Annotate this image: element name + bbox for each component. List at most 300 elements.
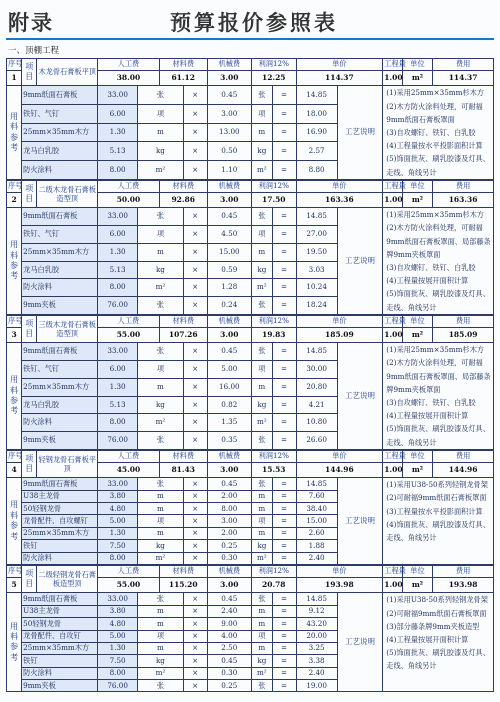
material-price: 4.80	[98, 503, 138, 515]
material-price: 5.13	[98, 396, 138, 414]
material-unit: 张	[138, 680, 184, 692]
cost-value: 144.96	[433, 463, 494, 478]
material-name: U38主龙骨	[22, 490, 98, 502]
item-label: 项目	[22, 315, 37, 342]
qty-value: 1.00	[383, 578, 403, 593]
cost-label: 费用	[433, 180, 494, 192]
material-total: 14.85	[296, 208, 337, 226]
material-price: 7.50	[98, 655, 138, 667]
labor-label: 人工费	[98, 59, 160, 71]
material-unit: 张	[138, 86, 184, 105]
section-title: 一、顶棚工程	[8, 46, 60, 56]
material-total: 3.38	[296, 655, 337, 667]
appendix-label: 附录	[8, 11, 54, 35]
material-total: 18.00	[296, 105, 337, 124]
unit-price-label: 单价	[296, 59, 383, 71]
material-price: 8.00	[98, 552, 138, 564]
material-qty-unit: 项	[252, 360, 273, 378]
material-qty-unit: 张	[252, 478, 273, 490]
craft-line: (1)采用25mm×35mm杉木方	[386, 345, 484, 355]
material-name: 50轻钢龙骨	[22, 503, 98, 515]
material-qty: 2.40	[207, 605, 251, 617]
material-value: 115.20	[159, 578, 207, 593]
unit-price-value: 193.98	[296, 578, 383, 593]
material-op: ×	[183, 630, 207, 642]
material-qty: 3.00	[207, 105, 251, 124]
material-eq: =	[272, 630, 296, 642]
material-op: ×	[183, 279, 207, 297]
qty-value: 1.00	[383, 463, 403, 478]
material-total: 14.85	[296, 593, 337, 605]
item-no: 4	[7, 463, 22, 478]
qty-label: 工程量	[383, 565, 403, 577]
labor-value: 45.00	[98, 463, 160, 478]
material-label: 材料费	[159, 59, 207, 71]
no-label: 序号	[7, 180, 22, 192]
craft-label: 工艺说明	[337, 86, 383, 179]
labor-value: 50.00	[98, 193, 160, 208]
material-qty-unit: kg	[252, 540, 273, 552]
material-name: 铁钉、气钉	[22, 360, 98, 378]
material-name: 防火涂料	[22, 667, 98, 679]
unit-value: m²	[402, 71, 432, 86]
material-qty: 0.35	[207, 432, 251, 450]
material-qty-unit: kg	[252, 261, 273, 279]
profit-value: 12.25	[252, 71, 296, 86]
material-name: 25mm×35mm木方	[22, 243, 98, 261]
material-total: 10.24	[296, 279, 337, 297]
material-op: ×	[183, 618, 207, 630]
material-qty-unit: m	[252, 605, 273, 617]
material-name: 9mm夹板	[22, 432, 98, 450]
price-tables	[0, 58, 500, 692]
material-op: ×	[183, 655, 207, 667]
labor-value: 55.00	[98, 328, 160, 343]
craft-description	[383, 478, 494, 565]
material-eq: =	[272, 261, 296, 279]
craft-line: (3)自攻螺钉、铁钉、白乳胶	[386, 398, 476, 408]
material-total: 4.21	[296, 396, 337, 414]
material-eq: =	[272, 515, 296, 527]
cost-value: 163.36	[433, 193, 494, 208]
material-eq: =	[272, 105, 296, 124]
material-label: 材料费	[159, 315, 207, 327]
labor-label: 人工费	[98, 315, 160, 327]
machine-label: 机械费	[207, 180, 251, 192]
material-op: ×	[183, 105, 207, 124]
labor-value: 55.00	[98, 578, 160, 593]
material-unit: 项	[138, 225, 184, 243]
profit-label: 利润12%	[252, 180, 296, 192]
material-qty: 0.59	[207, 261, 251, 279]
material-unit: 张	[138, 478, 184, 490]
material-name: 铁钉、气钉	[22, 225, 98, 243]
labor-label: 人工费	[98, 180, 160, 192]
material-unit: kg	[138, 261, 184, 279]
craft-line: (4)工程量按展开面积计算	[386, 411, 469, 421]
material-unit: m	[138, 490, 184, 502]
materials-ref-label: 用料参考	[7, 208, 22, 315]
material-name: 25mm×35mm木方	[22, 527, 98, 539]
craft-description	[383, 86, 494, 179]
machine-label: 机械费	[207, 315, 251, 327]
qty-label: 工程量	[383, 180, 403, 192]
craft-line: (3)自攻螺钉、铁钉、白乳胶	[386, 128, 476, 137]
item-label: 项目	[22, 565, 37, 592]
machine-value: 3.00	[207, 193, 251, 208]
craft-line: (2)木方防火涂料处理，可耐福9mm纸面石膏板罩面	[386, 101, 483, 124]
item-no: 5	[7, 578, 22, 593]
material-eq: =	[272, 655, 296, 667]
material-name: 9mm纸面石膏板	[22, 208, 98, 226]
materials-ref-label: 用料参考	[7, 593, 22, 692]
price-table	[6, 180, 494, 315]
craft-line: (4)工程量按水平投影面积计算	[386, 141, 483, 151]
material-total: 8.80	[296, 161, 337, 180]
material-qty: 0.25	[207, 540, 251, 552]
material-price: 1.30	[98, 378, 138, 396]
materials-ref-label: 用料参考	[7, 343, 22, 450]
craft-line: (3)自攻螺钉、铁钉、白乳胶	[386, 263, 476, 273]
unit-price-value: 185.09	[296, 328, 383, 343]
material-eq: =	[272, 378, 296, 396]
material-name: U38主龙骨	[22, 605, 98, 617]
material-qty-unit: 项	[252, 630, 273, 642]
material-name: 防火涂料	[22, 161, 98, 180]
material-name: 防火涂料	[22, 279, 98, 297]
price-table	[6, 315, 494, 450]
qty-label: 工程量	[383, 59, 403, 71]
material-unit: 项	[138, 515, 184, 527]
material-price: 1.30	[98, 243, 138, 261]
craft-line: (5)饰面批灰、刷乳胶漆及灯具、走线、角线另计	[386, 424, 490, 447]
craft-line: (4)工程量按展开面积计算	[386, 276, 469, 286]
material-op: ×	[183, 142, 207, 161]
material-total: 30.00	[296, 360, 337, 378]
material-unit: 张	[138, 593, 184, 605]
material-qty-unit: kg	[252, 655, 273, 667]
material-eq: =	[272, 490, 296, 502]
page-title: 预算报价参照表	[170, 11, 338, 35]
craft-description	[383, 343, 494, 450]
material-op: ×	[183, 297, 207, 315]
material-qty-unit: m²	[252, 414, 273, 432]
material-row	[7, 86, 494, 105]
material-qty-unit: m²	[252, 161, 273, 180]
material-price: 5.00	[98, 630, 138, 642]
material-qty: 5.00	[207, 360, 251, 378]
no-label: 序号	[7, 450, 22, 462]
material-qty-unit: kg	[252, 396, 273, 414]
material-eq: =	[272, 432, 296, 450]
material-unit: 张	[138, 343, 184, 361]
material-qty: 13.00	[207, 123, 251, 142]
machine-value: 3.00	[207, 578, 251, 593]
material-qty-unit: m	[252, 503, 273, 515]
material-total: 15.00	[296, 515, 337, 527]
unit-price-value: 114.37	[296, 71, 383, 86]
material-qty-unit: m²	[252, 279, 273, 297]
craft-description	[383, 208, 494, 315]
cost-label: 费用	[433, 315, 494, 327]
material-price: 8.00	[98, 161, 138, 180]
cost-value: 185.09	[433, 328, 494, 343]
material-value: 81.43	[159, 463, 207, 478]
material-price: 33.00	[98, 208, 138, 226]
material-eq: =	[272, 593, 296, 605]
material-total: 27.00	[296, 225, 337, 243]
table-header-row	[7, 315, 494, 327]
item-name: 二级轻钢龙骨石膏板造型顶	[37, 565, 98, 592]
qty-value: 1.00	[383, 328, 403, 343]
material-total: 2.60	[296, 527, 337, 539]
material-total: 20.80	[296, 378, 337, 396]
material-eq: =	[272, 123, 296, 142]
page-header	[0, 0, 500, 44]
material-unit: m	[138, 605, 184, 617]
material-op: ×	[183, 432, 207, 450]
material-price: 8.00	[98, 279, 138, 297]
material-qty: 0.50	[207, 142, 251, 161]
craft-line: (1)采用U38-50系列轻钢龙骨架	[386, 480, 488, 490]
cost-label: 费用	[433, 59, 494, 71]
cost-label: 费用	[433, 565, 494, 577]
material-qty: 0.30	[207, 667, 251, 679]
material-qty-unit: m	[252, 527, 273, 539]
material-name: 铁钉、气钉	[22, 105, 98, 124]
material-qty-unit: 项	[252, 105, 273, 124]
material-total: 19.50	[296, 243, 337, 261]
material-eq: =	[272, 642, 296, 654]
craft-line: (2)可耐福9mm纸面石膏板罩面	[386, 608, 487, 618]
material-op: ×	[183, 593, 207, 605]
material-qty: 0.82	[207, 396, 251, 414]
material-unit: kg	[138, 142, 184, 161]
material-qty-unit: 张	[252, 432, 273, 450]
unit-price-label: 单价	[296, 450, 383, 462]
material-qty-unit: 张	[252, 297, 273, 315]
header-rule	[6, 38, 494, 40]
material-total: 20.00	[296, 630, 337, 642]
material-price: 3.80	[98, 490, 138, 502]
craft-line: (5)饰面批灰、刷乳胶漆及灯具、走线、角线另计	[386, 154, 490, 177]
material-total: 38.40	[296, 503, 337, 515]
craft-label: 工艺说明	[337, 208, 383, 315]
material-op: ×	[183, 243, 207, 261]
unit-value: m²	[402, 193, 432, 208]
material-total: 3.03	[296, 261, 337, 279]
unit-label: 单位	[402, 315, 432, 327]
item-label: 项目	[22, 180, 37, 207]
material-qty: 2.00	[207, 527, 251, 539]
material-qty-unit: 项	[252, 515, 273, 527]
machine-label: 机械费	[207, 565, 251, 577]
material-qty: 0.45	[207, 343, 251, 361]
material-row	[7, 343, 494, 361]
cost-label: 费用	[433, 450, 494, 462]
material-unit: m²	[138, 667, 184, 679]
profit-label: 利润12%	[252, 59, 296, 71]
material-eq: =	[272, 680, 296, 692]
material-op: ×	[183, 123, 207, 142]
material-unit: m	[138, 618, 184, 630]
material-op: ×	[183, 396, 207, 414]
material-eq: =	[272, 297, 296, 315]
qty-value: 1.00	[383, 71, 403, 86]
material-total: 1.88	[296, 540, 337, 552]
material-qty-unit: m²	[252, 552, 273, 564]
material-qty: 4.50	[207, 225, 251, 243]
material-row	[7, 593, 494, 605]
material-unit: kg	[138, 396, 184, 414]
item-no: 2	[7, 193, 22, 208]
unit-value: m²	[402, 463, 432, 478]
material-eq: =	[272, 414, 296, 432]
material-op: ×	[183, 360, 207, 378]
material-price: 76.00	[98, 297, 138, 315]
material-name: 9mm纸面石膏板	[22, 86, 98, 105]
material-qty-unit: m²	[252, 667, 273, 679]
material-unit: m	[138, 378, 184, 396]
table-header-row	[7, 450, 494, 462]
cost-value: 114.37	[433, 71, 494, 86]
table-header-row	[7, 565, 494, 577]
material-op: ×	[183, 515, 207, 527]
material-price: 1.30	[98, 642, 138, 654]
material-qty: 2.50	[207, 642, 251, 654]
material-unit: 张	[138, 208, 184, 226]
material-total: 19.00	[296, 680, 337, 692]
material-name: 铁钉	[22, 540, 98, 552]
material-eq: =	[272, 279, 296, 297]
material-price: 33.00	[98, 86, 138, 105]
material-name: 龙马白乳胶	[22, 142, 98, 161]
material-total: 10.80	[296, 414, 337, 432]
unit-price-label: 单价	[296, 180, 383, 192]
material-name: 防火涂料	[22, 552, 98, 564]
qty-label: 工程量	[383, 450, 403, 462]
material-qty-unit: 张	[252, 593, 273, 605]
material-price: 6.00	[98, 360, 138, 378]
material-qty: 1.28	[207, 279, 251, 297]
material-qty: 8.00	[207, 503, 251, 515]
material-price: 1.30	[98, 527, 138, 539]
craft-line: (4)饰面批灰、刷乳胶漆及灯具、走线、角线另计	[386, 519, 490, 543]
unit-value: m²	[402, 328, 432, 343]
material-total: 43.20	[296, 618, 337, 630]
material-unit: m²	[138, 414, 184, 432]
item-no: 1	[7, 71, 22, 86]
material-name: 9mm纸面石膏板	[22, 593, 98, 605]
qty-value: 1.00	[383, 193, 403, 208]
material-name: 9mm夹板	[22, 297, 98, 315]
unit-label: 单位	[402, 59, 432, 71]
material-qty-unit: 张	[252, 86, 273, 105]
price-table	[6, 565, 494, 693]
machine-value: 3.00	[207, 328, 251, 343]
material-total: 9.12	[296, 605, 337, 617]
material-op: ×	[183, 261, 207, 279]
material-name: 龙骨配件、自攻钉	[22, 630, 98, 642]
material-unit: m	[138, 123, 184, 142]
unit-price-label: 单价	[296, 565, 383, 577]
no-label: 序号	[7, 565, 22, 577]
material-qty: 9.00	[207, 618, 251, 630]
profit-value: 17.50	[252, 193, 296, 208]
material-eq: =	[272, 667, 296, 679]
material-qty: 0.25	[207, 680, 251, 692]
material-eq: =	[272, 503, 296, 515]
material-qty-unit: m	[252, 490, 273, 502]
material-unit: m²	[138, 552, 184, 564]
no-label: 序号	[7, 315, 22, 327]
craft-line: (2)可耐福9mm纸面石膏板罩面	[386, 493, 487, 503]
material-eq: =	[272, 552, 296, 564]
material-name: 铁钉	[22, 655, 98, 667]
material-op: ×	[183, 490, 207, 502]
craft-description	[383, 593, 494, 692]
material-row	[7, 478, 494, 490]
material-name: 50轻钢龙骨	[22, 618, 98, 630]
materials-ref-label: 用料参考	[7, 478, 22, 565]
labor-value: 38.00	[98, 71, 160, 86]
material-price: 76.00	[98, 680, 138, 692]
item-name: 轻钢龙骨石膏板平顶	[37, 450, 98, 477]
material-unit: 项	[138, 630, 184, 642]
machine-label: 机械费	[207, 450, 251, 462]
material-unit: kg	[138, 655, 184, 667]
item-label: 项目	[22, 59, 37, 86]
material-qty: 0.45	[207, 593, 251, 605]
material-value: 61.12	[159, 71, 207, 86]
craft-label: 工艺说明	[337, 593, 383, 692]
material-op: ×	[183, 478, 207, 490]
table-header-row	[7, 180, 494, 192]
material-qty-unit: 张	[252, 680, 273, 692]
material-price: 33.00	[98, 343, 138, 361]
material-qty: 3.00	[207, 515, 251, 527]
material-price: 8.00	[98, 414, 138, 432]
material-op: ×	[183, 540, 207, 552]
item-name: 三级木龙骨石膏板造型顶	[37, 315, 98, 342]
material-eq: =	[272, 360, 296, 378]
material-price: 4.80	[98, 618, 138, 630]
material-price: 1.30	[98, 123, 138, 142]
material-eq: =	[272, 142, 296, 161]
material-total: 14.85	[296, 86, 337, 105]
material-value: 92.86	[159, 193, 207, 208]
labor-label: 人工费	[98, 565, 160, 577]
material-eq: =	[272, 243, 296, 261]
profit-label: 利润12%	[252, 565, 296, 577]
craft-line: (2)木方防火涂料处理，可耐福9mm纸面石膏板罩面、局部藤条牌9mm夹板罩面	[386, 223, 491, 259]
profit-label: 利润12%	[252, 450, 296, 462]
material-unit: 张	[138, 297, 184, 315]
material-qty: 0.45	[207, 86, 251, 105]
table-header-row	[7, 59, 494, 71]
material-price: 76.00	[98, 432, 138, 450]
material-label: 材料费	[159, 450, 207, 462]
cost-value: 193.98	[433, 578, 494, 593]
unit-price-value: 144.96	[296, 463, 383, 478]
profit-value: 15.53	[252, 463, 296, 478]
material-qty: 1.35	[207, 414, 251, 432]
material-eq: =	[272, 618, 296, 630]
craft-label: 工艺说明	[337, 478, 383, 565]
material-qty: 0.45	[207, 655, 251, 667]
material-qty-unit: 项	[252, 225, 273, 243]
material-price: 5.13	[98, 261, 138, 279]
